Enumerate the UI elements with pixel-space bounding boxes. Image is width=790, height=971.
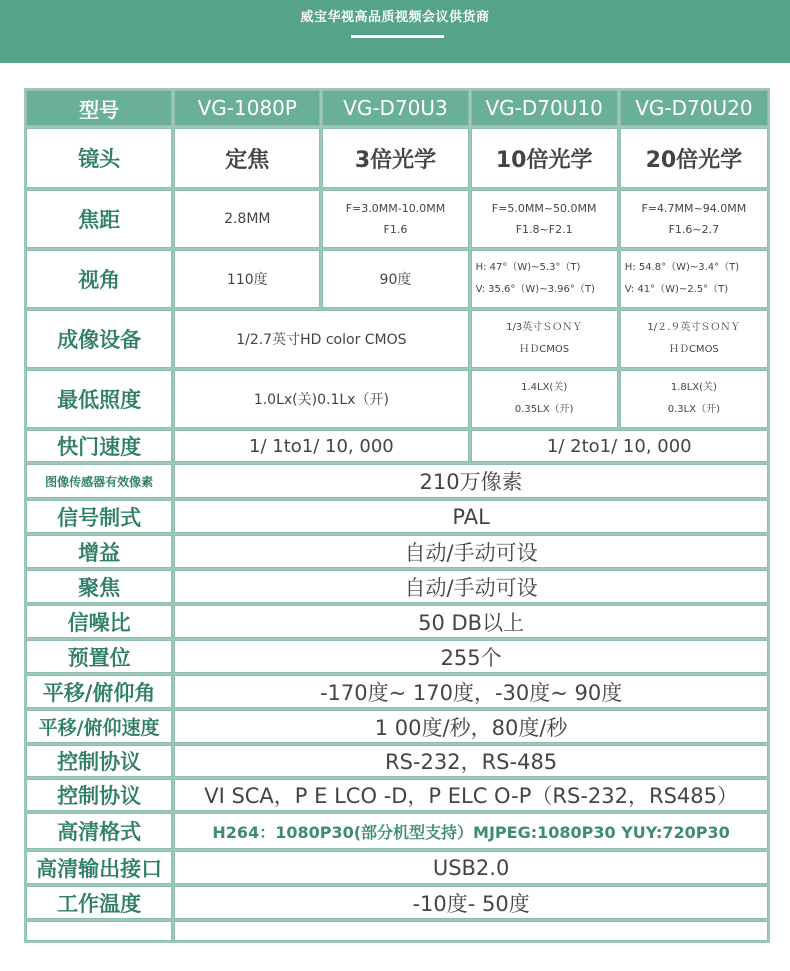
table-cell: 自动/手动可设 — [174, 535, 768, 568]
cell-line: ＨＤCMOS — [519, 344, 570, 355]
table-cell: 1.0Lx(关)0.1Lx（开) — [174, 370, 468, 428]
cell-line: F1.6 — [383, 223, 408, 236]
table-cell: 1/2.7英寸HD color CMOS — [174, 310, 468, 368]
table-cell: 50 DB以上 — [174, 605, 768, 638]
table-cell — [471, 250, 618, 308]
table-cell — [471, 370, 618, 428]
table-cell — [322, 190, 468, 248]
table-cell: 20倍光学 — [620, 128, 768, 188]
cell-line: F=3.0MM-10.0MM — [345, 202, 446, 215]
cell-line: 1/２.９英寸ＳＯＮＹ — [647, 322, 741, 333]
row-label: 增益 — [26, 535, 172, 568]
row-label: 镜头 — [26, 128, 172, 188]
row-label: 成像设备 — [26, 310, 172, 368]
table-cell: -170度~ 170度，-30度~ 90度 — [174, 675, 768, 708]
cell-line: 1/3英寸ＳＯＮＹ — [506, 322, 583, 333]
header-title: 威宝华视高品质视频会议供货商 — [300, 10, 490, 25]
row-label: 快门速度 — [26, 430, 172, 462]
table-cell — [620, 250, 768, 308]
cell-line: H: 47°（W)~5.3°（T) — [475, 262, 581, 273]
table-cell: 3倍光学 — [322, 128, 468, 188]
table-row — [26, 535, 768, 568]
table-cell: RS-232，RS-485 — [174, 745, 768, 777]
table-cell — [620, 190, 768, 248]
row-label: 聚焦 — [26, 570, 172, 603]
table-cell: 2.8MM — [174, 190, 320, 248]
table-cell: 1/ 2to1/ 10, 000 — [471, 430, 768, 462]
cell-line: 0.3LX（开) — [667, 404, 720, 415]
table-row — [26, 813, 768, 849]
table-row — [26, 430, 768, 462]
table-cell — [26, 921, 172, 941]
table-cell: 1/ 1to1/ 10, 000 — [174, 430, 468, 462]
cell-line: F=5.0MM~50.0MM — [491, 202, 597, 215]
table-cell: 1 00度/秒，80度/秒 — [174, 710, 768, 743]
row-label: 平移/俯仰速度 — [26, 710, 172, 743]
row-label: 高清输出接口 — [26, 851, 172, 884]
spec-table — [24, 88, 770, 943]
cell-line: F1.6~2.7 — [668, 223, 720, 236]
table-row — [26, 640, 768, 673]
table-cell: 210万像素 — [174, 464, 768, 498]
row-label: 预置位 — [26, 640, 172, 673]
table-row — [26, 310, 768, 368]
table-cell — [174, 921, 768, 941]
table-cell: 自动/手动可设 — [174, 570, 768, 603]
cell-line: 1.8LX(关) — [670, 382, 717, 393]
table-row — [26, 500, 768, 533]
table-cell: VI SCA，P E LCO -D，P ELC O-P（RS-232，RS485） — [174, 779, 768, 811]
row-label: 工作温度 — [26, 886, 172, 919]
header-cell-model: 型号 — [26, 90, 172, 126]
cell-line: V: 35.6°（W)~3.96°（T) — [475, 284, 595, 295]
table-header-row — [26, 90, 768, 126]
table-row — [26, 605, 768, 638]
row-label: 高清格式 — [26, 813, 172, 849]
table-cell: USB2.0 — [174, 851, 768, 884]
table-row — [26, 886, 768, 919]
cell-line: 1.4LX(关) — [521, 382, 568, 393]
table-cell: 255个 — [174, 640, 768, 673]
row-label: 焦距 — [26, 190, 172, 248]
table-cell: H264：1080P30(部分机型支持）MJPEG:1080P30 YUY:720P30 — [174, 813, 768, 849]
table-row — [26, 851, 768, 884]
table-cell: -10度- 50度 — [174, 886, 768, 919]
row-label: 视角 — [26, 250, 172, 308]
table-cell — [620, 310, 768, 368]
table-row — [26, 464, 768, 498]
cell-line: F1.8~F2.1 — [515, 223, 573, 236]
row-label: 控制协议 — [26, 779, 172, 811]
header-underline — [351, 35, 444, 38]
row-label: 最低照度 — [26, 370, 172, 428]
table-cell: 110度 — [174, 250, 320, 308]
header-banner — [0, 0, 790, 63]
table-cell: PAL — [174, 500, 768, 533]
row-label: 信号制式 — [26, 500, 172, 533]
table-cell — [471, 310, 618, 368]
table-row — [26, 745, 768, 777]
table-row — [26, 128, 768, 188]
cell-line: F=4.7MM~94.0MM — [641, 202, 747, 215]
cell-line: 0.35LX（开) — [514, 404, 574, 415]
table-row — [26, 370, 768, 428]
cell-line: V: 41°（W)~2.5°（T) — [624, 284, 729, 295]
row-label: 平移/俯仰角 — [26, 675, 172, 708]
table-cell — [620, 370, 768, 428]
table-row — [26, 710, 768, 743]
table-row — [26, 570, 768, 603]
cell-line: H: 54.8°（W)~3.4°（T) — [624, 262, 740, 273]
header-cell-vg-1080p: VG-1080P — [174, 90, 320, 126]
table-cell — [471, 190, 618, 248]
row-label: 图像传感器有效像素 — [26, 464, 172, 498]
table-cell: 90度 — [322, 250, 468, 308]
cell-line: ＨＤCMOS — [668, 344, 719, 355]
table-row — [26, 675, 768, 708]
table-row — [26, 779, 768, 811]
table-row — [26, 190, 768, 248]
table-row — [26, 921, 768, 941]
table-cell: 10倍光学 — [471, 128, 618, 188]
table-cell: 定焦 — [174, 128, 320, 188]
row-label: 控制协议 — [26, 745, 172, 777]
header-cell-vg-d70u3: VG-D70U3 — [322, 90, 468, 126]
row-label: 信噪比 — [26, 605, 172, 638]
header-cell-vg-d70u20: VG-D70U20 — [620, 90, 768, 126]
table-row — [26, 250, 768, 308]
header-cell-vg-d70u10: VG-D70U10 — [471, 90, 618, 126]
